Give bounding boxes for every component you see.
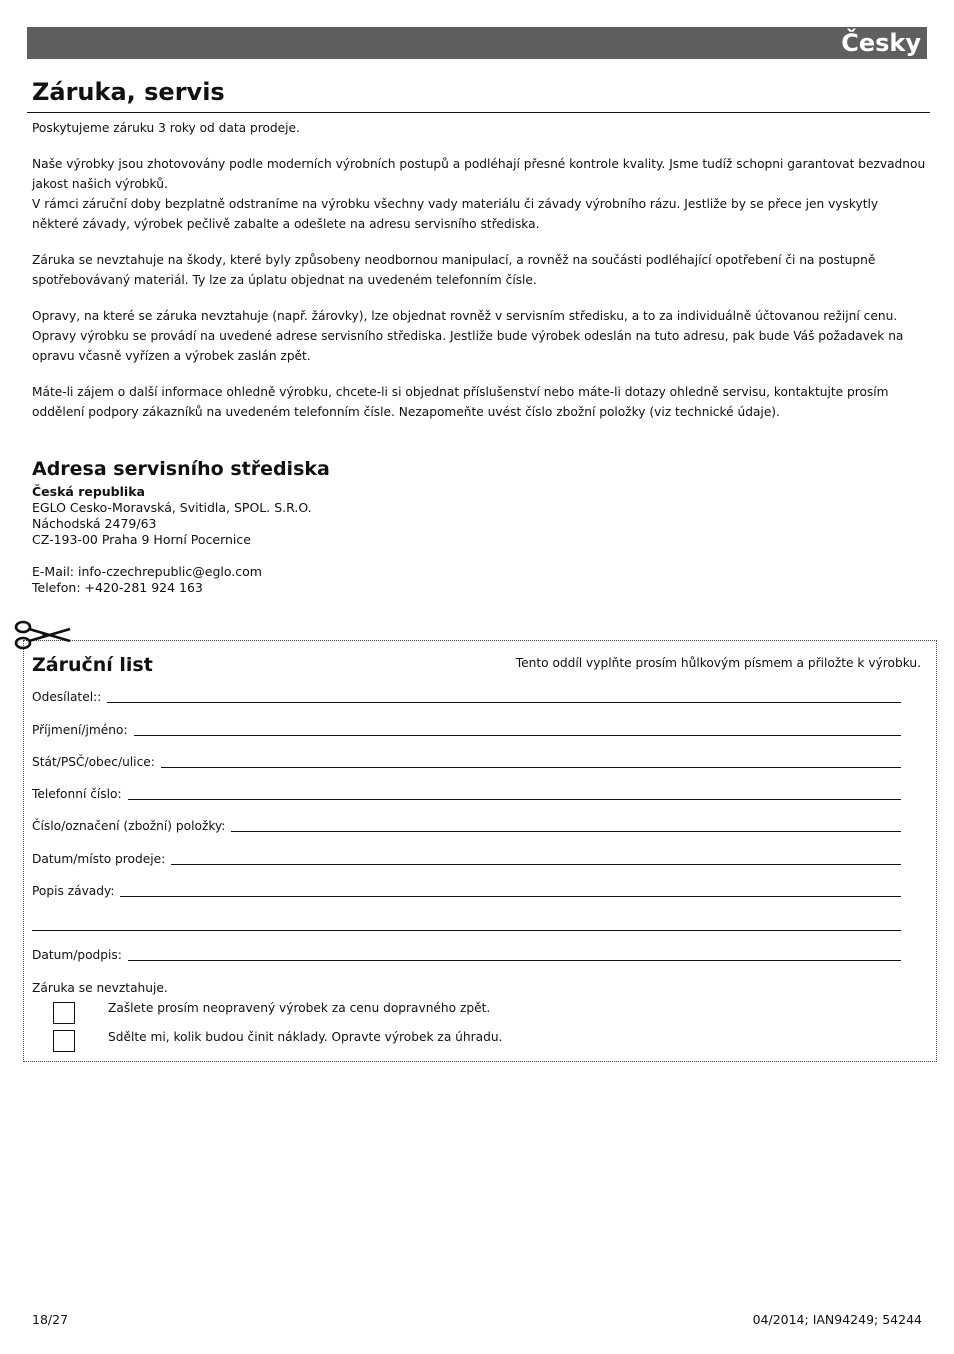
warranty-text	[32, 118, 927, 438]
scissors-icon	[14, 619, 72, 651]
defect-field-continued[interactable]	[32, 930, 901, 931]
language-label: Česky	[841, 29, 921, 57]
phone-row	[32, 782, 901, 802]
page-number: 18/27	[32, 1312, 69, 1327]
paragraph-quality: Naše výrobky jsou zhotovovány podle moderních výrobních postupů a podléhají přesné kontrole kvality. Jsme tudíž schopni garantovat bezvadnou jakost našich výrobků. V rámci záruční doby bezplatně odstraníme na výrobku všechny vady materiálu či závady výrobního rázu. Jestliže by se přece jen vyskytly některé závady, výrobek pečlivě zabalte a odešlete na adresu servisního střediska.	[32, 157, 926, 231]
name-label: Příjmení/jméno:	[32, 723, 128, 737]
paid-repair-checkbox[interactable]	[53, 1030, 75, 1052]
sender-field[interactable]	[107, 702, 901, 703]
warranty-card-title: Záruční list	[32, 654, 153, 676]
item-number-row	[32, 814, 901, 834]
signature-row	[32, 943, 901, 963]
signature-label: Datum/podpis:	[32, 948, 122, 962]
address-company: EGLO Cesko-Moravská, Svitidla, SPOL. S.R.O.	[32, 500, 312, 515]
paragraph-exclusions: Záruka se nevztahuje na škody, které byly způsobeny neodbornou manipulací, a rovněž na součásti podléhající opotřebení či na postupně spotřebovávaný materiál. Ty lze za úplatu objednat na uvedeném telefonním čísle.	[32, 253, 876, 287]
purchase-label: Datum/místo prodeje:	[32, 852, 166, 866]
item-number-field[interactable]	[231, 831, 901, 832]
phone-field[interactable]	[128, 799, 901, 800]
item-number-label: Číslo/označení (zbožní) položky:	[32, 819, 226, 833]
purchase-row	[32, 847, 901, 867]
name-field[interactable]	[134, 735, 901, 736]
paragraph-contact: Máte-li zájem o další informace ohledně výrobku, chcete-li si objednat příslušenství nebo máte-li dotazy ohledně servisu, kontaktujte prosím oddělení podpory zákazníků na uvedeném telefonním čísle. Nezapomeňte uvést číslo zbožní položky (viz technické údaje).	[32, 385, 889, 419]
address-label: Stát/PSČ/obec/ulice:	[32, 755, 155, 769]
address-street: Náchodská 2479/63	[32, 516, 157, 531]
paragraph-repairs: Opravy, na které se záruka nevztahuje (např. žárovky), lze objednat rovněž v servisním středisku, a to za individuálně účtovanou režijní cenu. Opravy výrobku se provádí na uvedené adrese servisního střediska. Jestliže bude výrobek odeslán na tuto adresu, pak bude Váš požadavek na opravu včasně vyřízen a výrobek zaslán zpět.	[32, 309, 904, 363]
defect-label: Popis závady:	[32, 884, 115, 898]
defect-row	[32, 879, 901, 899]
paid-repair-label: Sdělte mi, kolik budou činit náklady. Opravte výrobek za úhradu.	[108, 1030, 503, 1044]
address-spacer	[32, 548, 312, 564]
signature-field[interactable]	[128, 960, 901, 961]
address-phone: Telefon: +420-281 924 163	[32, 580, 203, 595]
address-row	[32, 750, 901, 770]
service-center-title: Adresa servisního střediska	[32, 458, 330, 480]
purchase-field[interactable]	[171, 864, 901, 865]
paragraph-warranty-period: Poskytujeme záruku 3 roky od data prodeje.	[32, 121, 300, 135]
document-code: 04/2014; IAN94249; 54244	[752, 1312, 922, 1327]
name-row	[32, 718, 901, 738]
defect-field[interactable]	[120, 896, 901, 897]
sender-label: Odesílatel::	[32, 690, 102, 704]
page-title: Záruka, servis	[32, 78, 225, 106]
language-bar	[27, 27, 927, 59]
warranty-card-instruction: Tento oddíl vyplňte prosím hůlkovým písmem a přiložte k výrobku.	[515, 656, 921, 670]
title-divider	[27, 112, 930, 113]
return-unrepaired-label: Zašlete prosím neopravený výrobek za cenu dopravného zpět.	[108, 1001, 491, 1015]
return-unrepaired-checkbox[interactable]	[53, 1002, 75, 1024]
address-city: CZ-193-00 Praha 9 Horní Pocernice	[32, 532, 251, 547]
phone-label: Telefonní číslo:	[32, 787, 122, 801]
exclusion-label: Záruka se nevztahuje.	[32, 981, 168, 995]
service-address	[32, 484, 312, 596]
address-field[interactable]	[161, 767, 901, 768]
address-country: Česká republika	[32, 484, 145, 499]
address-email: E-Mail: info-czechrepublic@eglo.com	[32, 564, 262, 579]
sender-row	[32, 685, 901, 705]
